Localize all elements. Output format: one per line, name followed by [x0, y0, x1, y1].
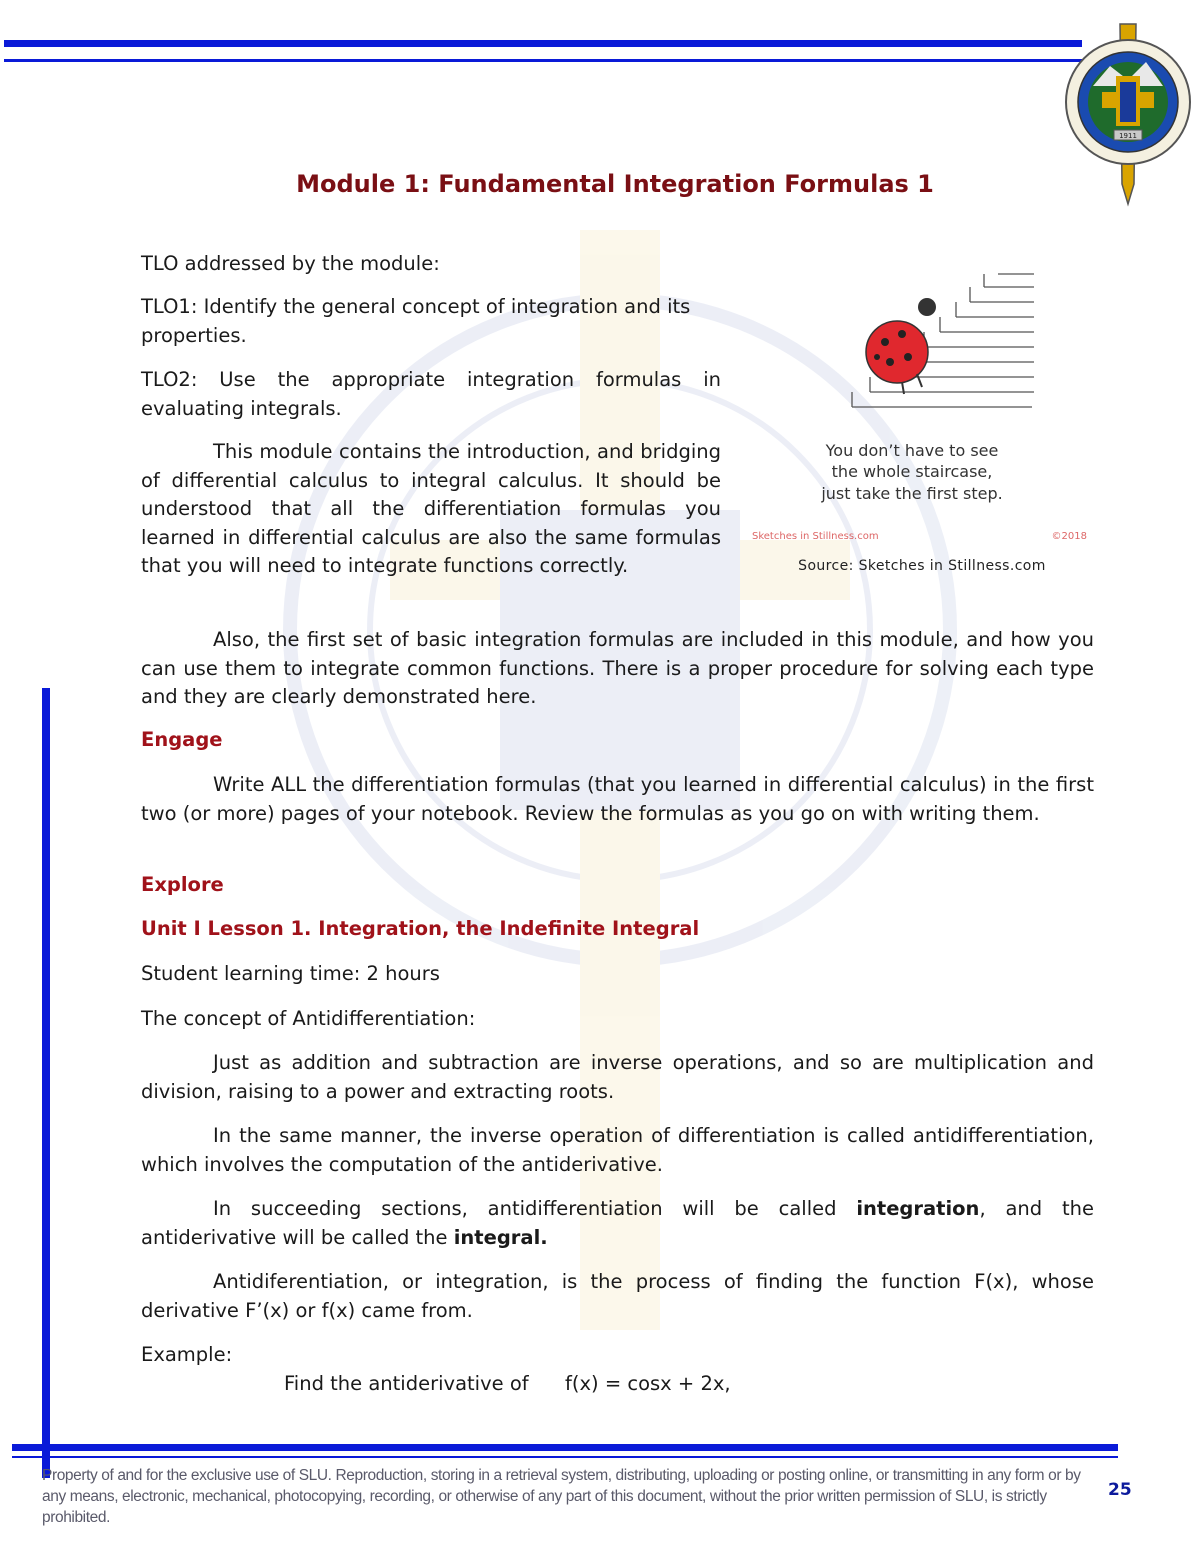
top-rule-thin: [4, 59, 1082, 62]
example-label: Example:: [141, 1343, 233, 1366]
tlo2-text: TLO2: Use the appropriate integration formulas in evaluating integrals.: [141, 368, 721, 420]
concept-paragraph-2: In the same manner, the inverse operation of differentiation is called antidifferentiation, which involves the computation of the antiderivative.: [141, 1124, 1094, 1176]
ladybug-icon: [866, 298, 936, 394]
quote-line-3: just take the first step.: [821, 484, 1003, 503]
ladybug-staircase-image: [742, 262, 1102, 552]
explore-heading: Explore: [141, 873, 224, 896]
intro-paragraph-2: Also, the first set of basic integration formulas are included in this module, and how you can use them to integrate common functions. There is a proper procedure for solving each type and they are clearly demonstrated here.: [141, 628, 1094, 708]
image-caption: Source: Sketches in Stillness.com: [798, 558, 1046, 574]
page-number: 25: [1108, 1480, 1132, 1500]
engage-body: Write ALL the differentiation formulas (that you learned in differential calculus) in the first two (or more) pages of your notebook. Review the formulas as you go on with writing them.: [141, 773, 1094, 825]
engage-heading: Engage: [141, 728, 223, 751]
image-credit-left: Sketches in Stillness.com: [752, 531, 879, 542]
lesson-title: Unit I Lesson 1. Integration, the Indefinite Integral: [141, 917, 700, 940]
example-function: f(x) = cosx + 2x,: [565, 1372, 731, 1395]
concept-heading: The concept of Antidifferentiation:: [141, 1007, 476, 1030]
top-rule-thick: [4, 40, 1082, 47]
concept-paragraph-4: Antidiferentiation, or integration, is the process of finding the function F(x), whose derivative F’(x) or f(x) came from.: [141, 1270, 1094, 1322]
image-credit-right: ©2018: [1051, 531, 1087, 542]
bottom-rule-thick: [12, 1444, 1118, 1451]
bottom-rule-thin: [12, 1456, 1118, 1458]
intro-paragraph-1: This module contains the introduction, and bridging of differential calculus to integral calculus. It should be understood that all the differentiation formulas you learned in differential calculus are also the same formulas that you will need to integrate functions correctly.: [141, 440, 721, 577]
p3-text-a: In succeeding sections, antidifferentiation will be called: [213, 1197, 857, 1220]
footer-notice: Property of and for the exclusive use of SLU. Reproduction, storing in a retrieval system, distributing, uploading or posting online, or transmitting in any form or by any means, electronic, mechanical, photocopying, recording, or otherwise of any part of this document, without the prior written permission of SLU, is strictly prohibited.: [42, 1467, 1081, 1526]
module-title: Module 1: Fundamental Integration Formulas 1: [296, 170, 934, 198]
integral-term: integral.: [453, 1225, 548, 1249]
quote-line-1: You don’t have to see: [825, 441, 999, 460]
example-text: Find the antiderivative of: [284, 1372, 529, 1395]
concept-paragraph-3: [141, 1195, 1094, 1252]
logo-year: 1911: [1119, 132, 1137, 140]
learning-time: Student learning time: 2 hours: [141, 962, 440, 985]
quote-line-2: the whole staircase,: [831, 462, 993, 481]
concept-paragraph-1: Just as addition and subtraction are inverse operations, and so are multiplication and division, raising to a power and extracting roots.: [141, 1051, 1094, 1103]
tlo1-text: TLO1: Identify the general concept of integration and its properties.: [141, 295, 691, 347]
left-vertical-rule: [42, 688, 50, 1478]
tlo-heading: TLO addressed by the module:: [141, 252, 440, 275]
integration-term: integration: [856, 1197, 980, 1220]
p3-text-c: , and the antiderivative will be called the: [141, 1197, 1094, 1249]
